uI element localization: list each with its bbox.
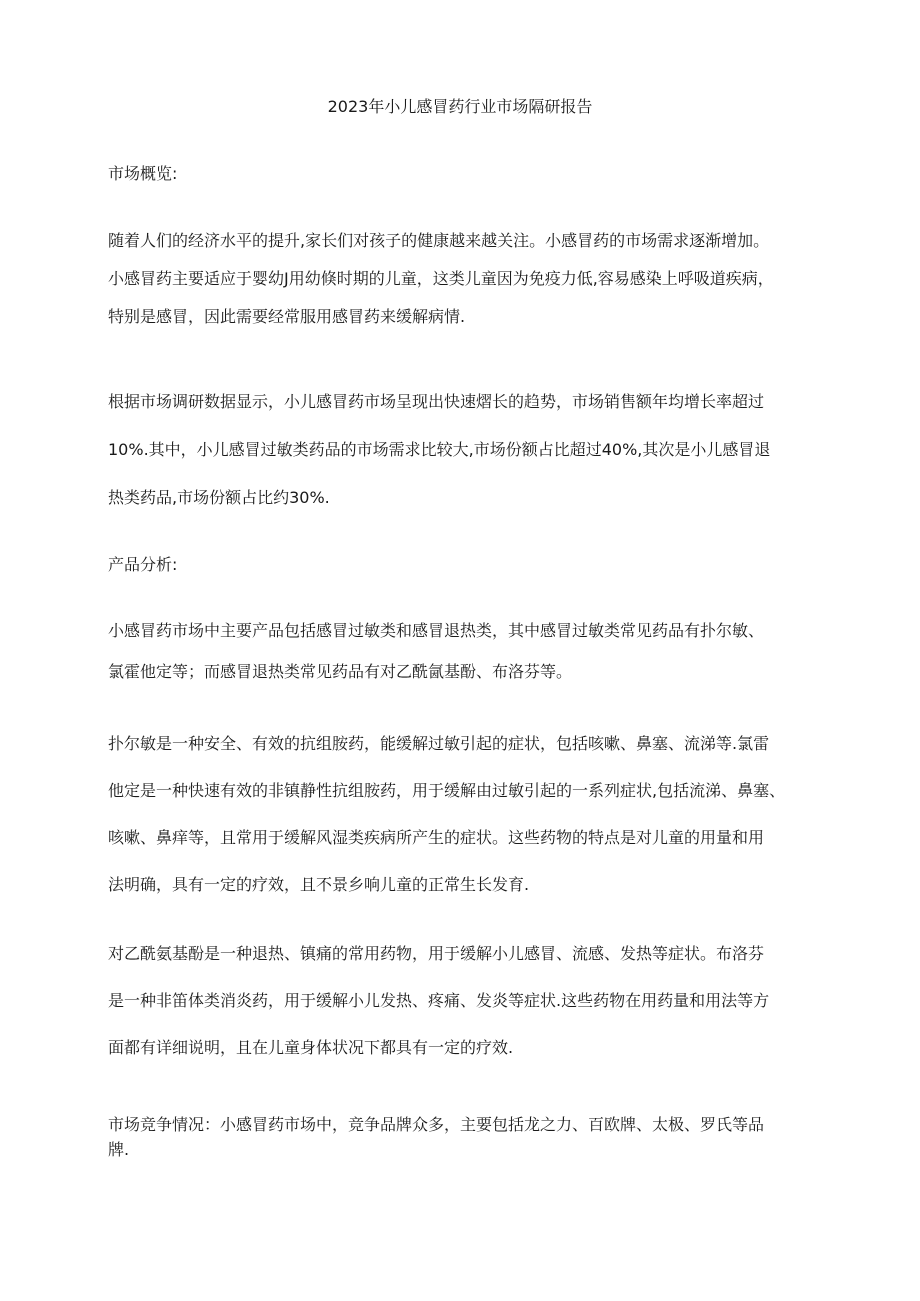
text-line: 氯霍他定等；而感冒退热类常见药品有对乙酰氤基酚、布洛芬等。: [108, 662, 573, 681]
text-line: 是一种非笛体类消炎药，用于缓解小儿发热、疼痛、发炎等症状.这些药物在用药量和用法等方: [108, 991, 770, 1010]
paragraph-market-competition: [108, 1114, 820, 1161]
text-line: 根据市场调研数据显示，小儿感冒药市场呈现出快速熠长的趋势，市场销售额年均增长率超过: [108, 392, 765, 411]
text-line: 牌.: [108, 1140, 130, 1159]
text-line: 市场竞争情况：小感冒药市场中，竞争品牌众多，主要包括龙之力、百欧牌、太极、罗氏等品: [108, 1115, 765, 1134]
text-line: 咳嗽、鼻痒等，且常用于缓解风湿类疾病所产生的症状。这些药物的特点是对儿童的用量和用: [108, 828, 765, 847]
paragraph: [108, 620, 820, 683]
text-line: 特别是感冒，因此需要经常服用感冒药来缓解病情.: [108, 307, 466, 326]
paragraph: [108, 391, 820, 509]
text-line: 10%.其中，小儿感冒过敏类药品的市场需求比较大,市场份额占比超过40%,其次是小儿感冒退: [108, 440, 771, 459]
paragraph: [108, 230, 820, 328]
text-line: 随着人们的经济水平的提升,家长们对孩子的健康越来越关注。小感冒药的市场需求逐渐增加。: [108, 231, 770, 250]
text-line: 热类药品,市场份额占比约30%.: [108, 488, 330, 507]
text-line: 对乙酰氨基酚是一种退热、镇痛的常用药物，用于缓解小儿感冒、流感、发热等症状。布洛芬: [108, 944, 765, 963]
document-title: 2023年小儿感冒药行业市场隔研报告: [327, 97, 593, 116]
text-line: 扑尔敏是一种安全、有效的抗组胺药，能缓解过敏引起的症状，包括咳嗽、鼻塞、流涕等.氯雷: [108, 734, 770, 753]
text-line: 法明确，具有一定的疗效，且不景乡响儿童的正常生长发育.: [108, 875, 530, 894]
paragraph: [108, 733, 820, 896]
section-heading-market-overview: 市场概览:: [108, 164, 178, 183]
section-heading-product-analysis: 产品分析:: [108, 555, 178, 574]
text-line: 面都有详细说明，且在儿童身体状况下都具有一定的疗效.: [108, 1038, 514, 1057]
text-line: 小感冒药主要适应于婴幼J用幼倏时期的儿童，这类儿童因为免疫力低,容易感染上呼吸道疾病，: [108, 269, 774, 288]
text-line: 他定是一种快速有效的非镇静性抗组胺药，用于缓解由过敏引起的一系列症状,包括流涕、鼻塞、: [108, 781, 786, 800]
paragraph: [108, 943, 820, 1059]
text-line: 小感冒药市场中主要产品包括感冒过敏类和感冒退热类，其中感冒过敏类常见药品有扑尔敏、: [108, 621, 765, 640]
